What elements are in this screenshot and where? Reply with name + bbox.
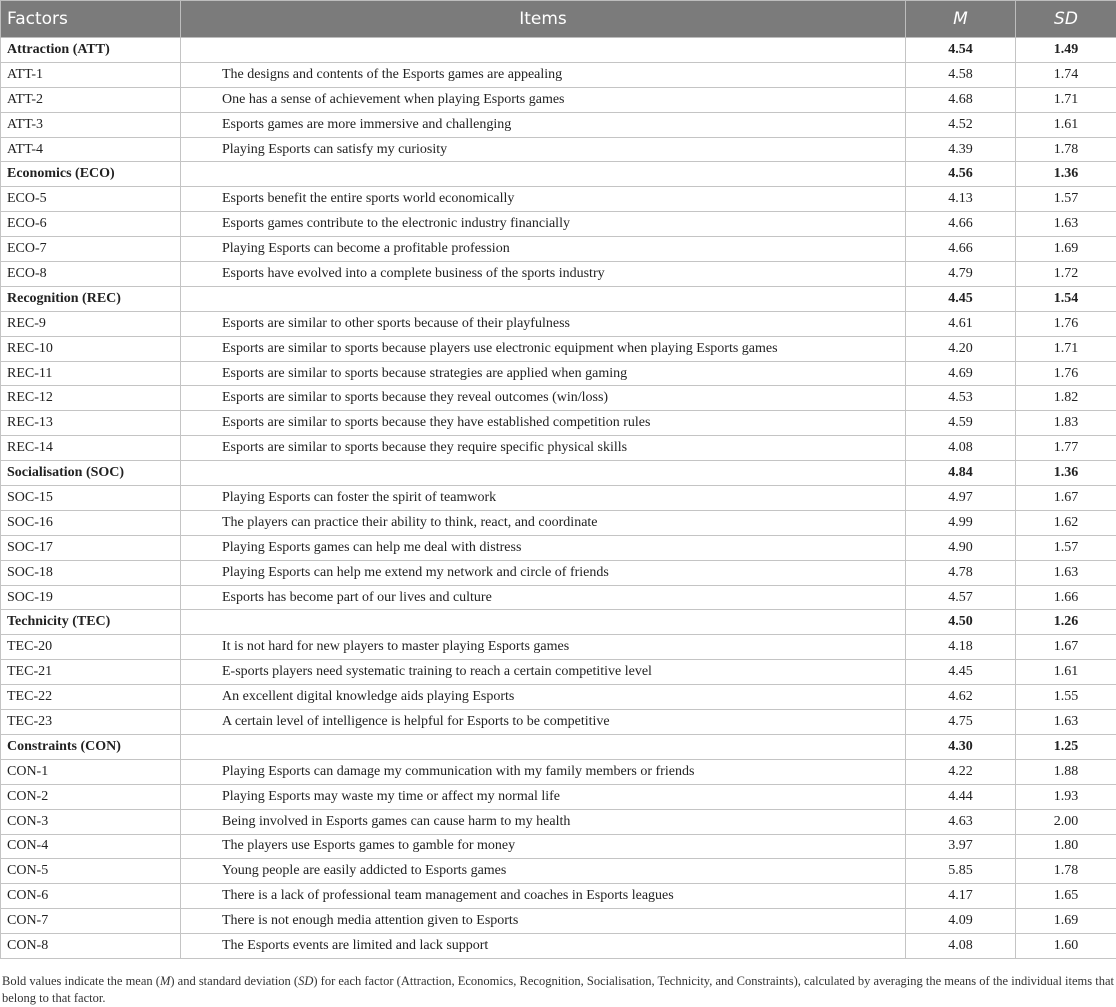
sd-cell: 1.76: [1016, 361, 1116, 386]
sd-cell: 1.54: [1016, 286, 1116, 311]
item-row: [1, 212, 1116, 237]
header-row: [1, 1, 1116, 38]
sd-cell: 1.65: [1016, 884, 1116, 909]
item-cell: Young people are easily addicted to Esports games: [181, 859, 906, 884]
item-row: [1, 262, 1116, 287]
mean-cell: 4.62: [906, 685, 1016, 710]
factor-cell: CON-5: [1, 859, 181, 884]
item-cell: Esports are similar to sports because they reveal outcomes (win/loss): [181, 386, 906, 411]
item-row: [1, 809, 1116, 834]
item-cell: Esports are similar to other sports because of their playfulness: [181, 311, 906, 336]
sd-cell: 1.63: [1016, 212, 1116, 237]
item-row: [1, 834, 1116, 859]
item-row: [1, 535, 1116, 560]
factor-cell: ECO-7: [1, 237, 181, 262]
mean-cell: 4.08: [906, 934, 1016, 959]
mean-cell: 4.56: [906, 162, 1016, 187]
mean-cell: 4.58: [906, 62, 1016, 87]
item-cell: The Esports events are limited and lack support: [181, 934, 906, 959]
item-row: [1, 311, 1116, 336]
item-cell: A certain level of intelligence is helpful for Esports to be competitive: [181, 710, 906, 735]
sd-cell: 1.66: [1016, 585, 1116, 610]
factor-cell: ATT-2: [1, 87, 181, 112]
item-cell: Playing Esports games can help me deal with distress: [181, 535, 906, 560]
item-cell: [181, 461, 906, 486]
factor-cell: ATT-1: [1, 62, 181, 87]
sd-cell: 1.26: [1016, 610, 1116, 635]
item-row: [1, 62, 1116, 87]
item-cell: Esports are similar to sports because strategies are applied when gaming: [181, 361, 906, 386]
factor-cell: Technicity (TEC): [1, 610, 181, 635]
mean-cell: 4.22: [906, 759, 1016, 784]
factor-cell: Socialisation (SOC): [1, 461, 181, 486]
item-row: [1, 237, 1116, 262]
factor-cell: CON-4: [1, 834, 181, 859]
sd-cell: 1.63: [1016, 710, 1116, 735]
mean-cell: 4.09: [906, 909, 1016, 934]
mean-cell: 4.59: [906, 411, 1016, 436]
mean-cell: 4.69: [906, 361, 1016, 386]
sd-cell: 1.63: [1016, 560, 1116, 585]
factor-cell: TEC-21: [1, 660, 181, 685]
item-row: [1, 386, 1116, 411]
item-cell: The players can practice their ability to think, react, and coordinate: [181, 510, 906, 535]
item-cell: Playing Esports can help me extend my network and circle of friends: [181, 560, 906, 585]
factor-cell: CON-6: [1, 884, 181, 909]
item-row: [1, 635, 1116, 660]
item-cell: Esports have evolved into a complete business of the sports industry: [181, 262, 906, 287]
sd-cell: 1.57: [1016, 535, 1116, 560]
factor-cell: Recognition (REC): [1, 286, 181, 311]
item-cell: Esports are similar to sports because they have established competition rules: [181, 411, 906, 436]
sd-cell: 1.25: [1016, 734, 1116, 759]
item-cell: There is a lack of professional team management and coaches in Esports leagues: [181, 884, 906, 909]
factor-cell: ECO-5: [1, 187, 181, 212]
item-row: [1, 859, 1116, 884]
mean-cell: 4.63: [906, 809, 1016, 834]
mean-cell: 4.97: [906, 486, 1016, 511]
sd-cell: 1.67: [1016, 635, 1116, 660]
item-cell: E-sports players need systematic training to reach a certain competitive level: [181, 660, 906, 685]
item-row: [1, 784, 1116, 809]
sd-cell: 2.00: [1016, 809, 1116, 834]
item-row: [1, 510, 1116, 535]
mean-cell: 4.44: [906, 784, 1016, 809]
mean-cell: 4.54: [906, 38, 1016, 63]
item-row: [1, 685, 1116, 710]
footnote-sd: SD: [298, 973, 314, 988]
factor-cell: REC-13: [1, 411, 181, 436]
sd-cell: 1.88: [1016, 759, 1116, 784]
item-row: [1, 436, 1116, 461]
mean-cell: 4.45: [906, 286, 1016, 311]
sd-cell: 1.57: [1016, 187, 1116, 212]
item-cell: Esports are similar to sports because they require specific physical skills: [181, 436, 906, 461]
sd-cell: 1.62: [1016, 510, 1116, 535]
item-row: [1, 112, 1116, 137]
factor-cell: CON-8: [1, 934, 181, 959]
item-cell: The designs and contents of the Esports games are appealing: [181, 62, 906, 87]
mean-cell: 4.17: [906, 884, 1016, 909]
factor-row: [1, 162, 1116, 187]
mean-cell: 4.30: [906, 734, 1016, 759]
footnote-m: M: [159, 973, 171, 988]
mean-cell: 4.79: [906, 262, 1016, 287]
factor-cell: CON-3: [1, 809, 181, 834]
mean-cell: 4.39: [906, 137, 1016, 162]
item-cell: [181, 610, 906, 635]
factor-cell: REC-11: [1, 361, 181, 386]
item-cell: It is not hard for new players to master playing Esports games: [181, 635, 906, 660]
mean-cell: 4.66: [906, 237, 1016, 262]
mean-cell: 4.20: [906, 336, 1016, 361]
mean-cell: 4.13: [906, 187, 1016, 212]
item-cell: [181, 286, 906, 311]
sd-cell: 1.55: [1016, 685, 1116, 710]
sd-cell: 1.71: [1016, 87, 1116, 112]
factor-cell: REC-12: [1, 386, 181, 411]
item-cell: Playing Esports can damage my communication with my family members or friends: [181, 759, 906, 784]
factor-cell: SOC-17: [1, 535, 181, 560]
item-cell: The players use Esports games to gamble for money: [181, 834, 906, 859]
item-cell: Esports games are more immersive and challenging: [181, 112, 906, 137]
footnote-text: Bold values indicate the mean (: [2, 973, 160, 988]
item-row: [1, 934, 1116, 959]
sd-cell: 1.74: [1016, 62, 1116, 87]
mean-cell: 4.66: [906, 212, 1016, 237]
mean-cell: 4.08: [906, 436, 1016, 461]
item-row: [1, 710, 1116, 735]
mean-cell: 4.53: [906, 386, 1016, 411]
item-cell: Esports benefit the entire sports world economically: [181, 187, 906, 212]
factor-cell: REC-9: [1, 311, 181, 336]
sd-cell: 1.36: [1016, 461, 1116, 486]
sd-cell: 1.72: [1016, 262, 1116, 287]
table-footnote: [0, 959, 1116, 1007]
factor-cell: ATT-4: [1, 137, 181, 162]
factor-cell: REC-10: [1, 336, 181, 361]
factor-cell: SOC-16: [1, 510, 181, 535]
factor-cell: CON-7: [1, 909, 181, 934]
sd-cell: 1.93: [1016, 784, 1116, 809]
sd-cell: 1.71: [1016, 336, 1116, 361]
mean-cell: 4.68: [906, 87, 1016, 112]
item-cell: Being involved in Esports games can cause harm to my health: [181, 809, 906, 834]
sd-cell: 1.69: [1016, 909, 1116, 934]
item-row: [1, 411, 1116, 436]
item-row: [1, 884, 1116, 909]
item-row: [1, 361, 1116, 386]
mean-cell: 3.97: [906, 834, 1016, 859]
item-row: [1, 486, 1116, 511]
factor-row: [1, 461, 1116, 486]
factor-cell: SOC-15: [1, 486, 181, 511]
sd-cell: 1.36: [1016, 162, 1116, 187]
item-cell: An excellent digital knowledge aids playing Esports: [181, 685, 906, 710]
mean-cell: 4.50: [906, 610, 1016, 635]
factor-cell: Economics (ECO): [1, 162, 181, 187]
item-cell: Playing Esports can foster the spirit of teamwork: [181, 486, 906, 511]
factor-row: [1, 610, 1116, 635]
sd-cell: 1.80: [1016, 834, 1116, 859]
factor-cell: REC-14: [1, 436, 181, 461]
mean-cell: 4.75: [906, 710, 1016, 735]
sd-cell: 1.61: [1016, 660, 1116, 685]
header-mean: M: [906, 1, 1016, 38]
header-sd: SD: [1016, 1, 1116, 38]
factor-row: [1, 734, 1116, 759]
item-cell: Playing Esports may waste my time or affect my normal life: [181, 784, 906, 809]
item-row: [1, 759, 1116, 784]
item-row: [1, 660, 1116, 685]
item-row: [1, 137, 1116, 162]
sd-cell: 1.82: [1016, 386, 1116, 411]
item-cell: [181, 734, 906, 759]
item-cell: Playing Esports can become a profitable profession: [181, 237, 906, 262]
factor-cell: CON-2: [1, 784, 181, 809]
mean-cell: 4.52: [906, 112, 1016, 137]
item-cell: [181, 162, 906, 187]
sd-cell: 1.83: [1016, 411, 1116, 436]
mean-cell: 4.84: [906, 461, 1016, 486]
mean-cell: 4.45: [906, 660, 1016, 685]
item-row: [1, 187, 1116, 212]
item-cell: Esports has become part of our lives and culture: [181, 585, 906, 610]
factor-cell: Constraints (CON): [1, 734, 181, 759]
footnote-text: ) for each factor (Attraction, Economics, Recognition, Socialisation, Technicity, and Constraints), calculated by averaging the means of the individual items that belong to that factor.: [2, 973, 1114, 1005]
sd-cell: 1.76: [1016, 311, 1116, 336]
item-cell: There is not enough media attention given to Esports: [181, 909, 906, 934]
footnote-text: ) and standard deviation (: [170, 973, 299, 988]
factor-cell: Attraction (ATT): [1, 38, 181, 63]
factor-cell: TEC-22: [1, 685, 181, 710]
header-items: Items: [181, 1, 906, 38]
header-factors: Factors: [1, 1, 181, 38]
item-row: [1, 560, 1116, 585]
mean-cell: 4.99: [906, 510, 1016, 535]
factor-cell: SOC-18: [1, 560, 181, 585]
item-cell: Playing Esports can satisfy my curiosity: [181, 137, 906, 162]
factor-cell: TEC-23: [1, 710, 181, 735]
sd-cell: 1.78: [1016, 859, 1116, 884]
item-cell: Esports are similar to sports because players use electronic equipment when playing Esports games: [181, 336, 906, 361]
sd-cell: 1.67: [1016, 486, 1116, 511]
item-cell: One has a sense of achievement when playing Esports games: [181, 87, 906, 112]
mean-cell: 4.61: [906, 311, 1016, 336]
sd-cell: 1.69: [1016, 237, 1116, 262]
item-cell: Esports games contribute to the electronic industry financially: [181, 212, 906, 237]
sd-cell: 1.77: [1016, 436, 1116, 461]
factor-row: [1, 38, 1116, 63]
sd-cell: 1.60: [1016, 934, 1116, 959]
factor-row: [1, 286, 1116, 311]
mean-cell: 4.18: [906, 635, 1016, 660]
mean-cell: 4.78: [906, 560, 1016, 585]
factor-cell: ECO-6: [1, 212, 181, 237]
sd-cell: 1.61: [1016, 112, 1116, 137]
item-row: [1, 585, 1116, 610]
mean-cell: 4.90: [906, 535, 1016, 560]
factor-cell: ATT-3: [1, 112, 181, 137]
item-cell: [181, 38, 906, 63]
sd-cell: 1.49: [1016, 38, 1116, 63]
item-row: [1, 909, 1116, 934]
mean-cell: 4.57: [906, 585, 1016, 610]
factor-cell: CON-1: [1, 759, 181, 784]
mean-cell: 5.85: [906, 859, 1016, 884]
factor-cell: SOC-19: [1, 585, 181, 610]
item-row: [1, 87, 1116, 112]
sd-cell: 1.78: [1016, 137, 1116, 162]
factor-cell: ECO-8: [1, 262, 181, 287]
item-row: [1, 336, 1116, 361]
factor-cell: TEC-20: [1, 635, 181, 660]
